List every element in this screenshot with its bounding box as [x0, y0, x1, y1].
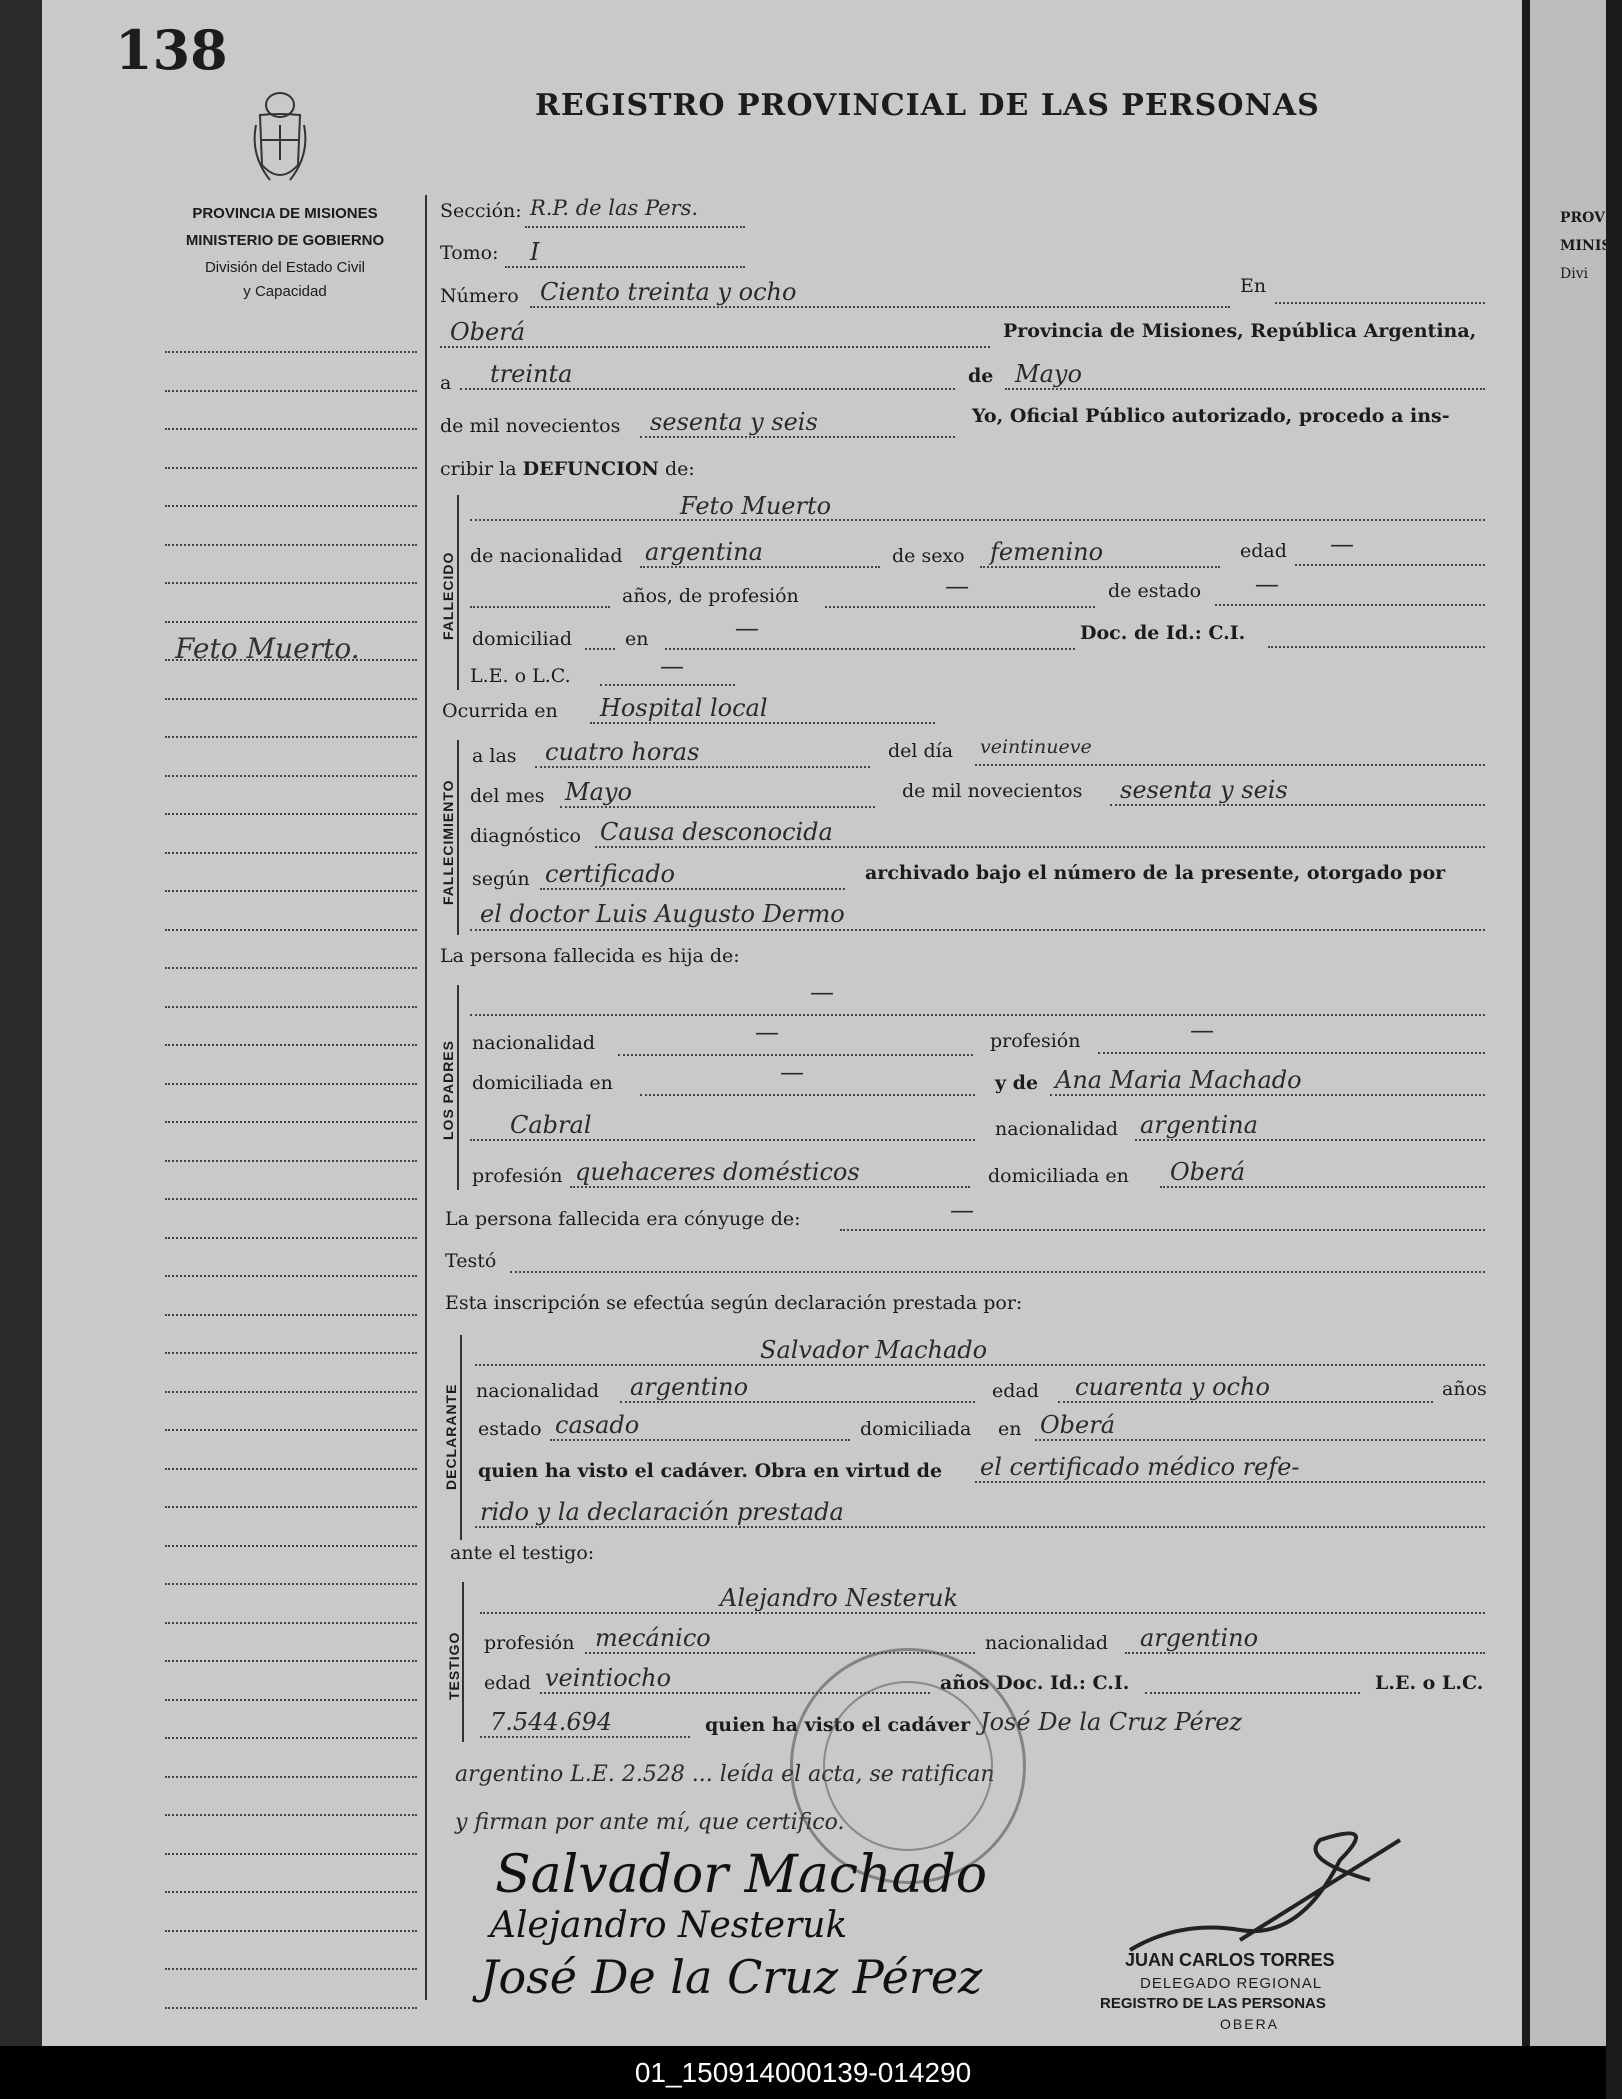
margin-rule-line: [165, 735, 417, 738]
signature-jose: José De la Cruz Pérez: [480, 1950, 983, 2004]
issuer-province: PROVINCIA DE MISIONES: [192, 205, 378, 222]
margin-rule-line: [165, 851, 417, 854]
fallecido-en-label: en: [625, 628, 649, 650]
coat-of-arms-icon: [250, 85, 310, 195]
padres-bracket: [457, 985, 465, 1190]
fallecido-bracket: [457, 495, 465, 690]
conyuge-label: La persona fallecida era cónyuge de:: [445, 1208, 801, 1230]
fallecido-doc-field: [1268, 622, 1485, 648]
padre-nac-field: [618, 1030, 973, 1056]
seccion-value: R.P. de las Pers.: [530, 196, 699, 220]
fallecimiento-mes-label: del mes: [470, 785, 545, 807]
margin-rule-line: [165, 1967, 417, 1970]
fallecido-nac-label: de nacionalidad: [470, 545, 623, 567]
conyuge-field: [840, 1205, 1485, 1231]
padre-prof-value: —: [1190, 1016, 1214, 1044]
margin-rule-line: [165, 1428, 417, 1431]
margin-rule-line: [165, 543, 417, 546]
inscribir-defuncion: DEFUNCION: [522, 458, 659, 480]
margin-rule-line: [165, 966, 417, 969]
fallecido-name: Feto Muerto: [680, 492, 832, 520]
margin-rule-line: [165, 1505, 417, 1508]
declarante-name-value: Salvador Machado: [760, 1336, 988, 1364]
margin-rule-line: [165, 928, 417, 931]
testigo-prof-value: mecánico: [595, 1624, 711, 1652]
page-number: 138: [115, 18, 228, 82]
testigo-le-label: L.E. o L.C.: [1375, 1672, 1484, 1694]
issuer-division: División del Estado Civil: [204, 259, 366, 276]
fallecimiento-dia-value: veintinueve: [980, 736, 1092, 758]
madre-dom-label: domiciliada en: [988, 1165, 1129, 1187]
fallecimiento-doctor-value: el doctor Luis Augusto Dermo: [480, 900, 845, 928]
testigo-edad-label: edad: [484, 1672, 531, 1694]
fallecido-anos-label: años, de profesión: [622, 585, 799, 607]
tomo-value: I: [530, 238, 540, 266]
testigo-nac-label: nacionalidad: [985, 1632, 1109, 1654]
margin-rule-line: [165, 889, 417, 892]
fallecido-sexo-label: de sexo: [892, 545, 965, 567]
testigo-extra3: y firman por ante mí, que certifico.: [455, 1810, 845, 1835]
padre-dom-value: —: [780, 1058, 804, 1086]
fallecido-nac-value: argentina: [645, 538, 763, 566]
fallecimiento-dia-label: del día: [888, 740, 954, 762]
fallecimiento-diag-value: Causa desconocida: [600, 818, 833, 846]
margin-rule-line: [165, 504, 417, 507]
padre-nac-label: nacionalidad: [472, 1032, 596, 1054]
fallecido-doc-label: Doc. de Id.: C.I.: [1080, 622, 1246, 644]
declarante-edad-label: edad: [992, 1380, 1039, 1402]
margin-rule-line: [165, 2006, 417, 2009]
declarante-obra-value: el certificado médico refe-: [980, 1453, 1300, 1481]
fallecido-dom-field: [665, 624, 1075, 650]
margin-rule-line: [165, 466, 417, 469]
fallecimiento-year-value: sesenta y seis: [1120, 776, 1288, 804]
testigo-extra2: argentino L.E. 2.528 ... leída el acta, se ratifican: [455, 1762, 995, 1787]
fallecimiento-mes-value: Mayo: [565, 778, 632, 806]
fallecimiento-diag-label: diagnóstico: [470, 825, 581, 847]
declarante-anos-label: años: [1442, 1378, 1487, 1400]
fallecido-le-label: L.E. o L.C.: [470, 665, 571, 687]
margin-rule-line: [165, 1775, 417, 1778]
officer-title1: DELEGADO REGIONAL: [1140, 1975, 1323, 1992]
margin-rule-line: [165, 1390, 417, 1393]
testigo-edad-value: veintiocho: [545, 1664, 672, 1692]
margin-rule-line: [165, 1929, 417, 1932]
officer-name: JUAN CARLOS TORRES: [1125, 1950, 1335, 1970]
declarante-edad-value: cuarenta y ocho: [1075, 1373, 1270, 1401]
testo-field: [510, 1247, 1485, 1273]
margin-rule-line: [165, 1813, 417, 1816]
margin-rule-line: [165, 1274, 417, 1277]
declarante-nac-label: nacionalidad: [476, 1380, 600, 1402]
column-divider: [425, 195, 427, 2000]
adjacent-page-fragment: Divi: [1560, 266, 1589, 282]
declarante-dom-label: domiciliada: [860, 1418, 972, 1440]
madre-cont-value: Cabral: [510, 1111, 592, 1139]
padre-name-field: [470, 990, 1485, 1016]
margin-rule-line: [165, 1467, 417, 1470]
numero-label: Número: [440, 285, 519, 307]
numero-value: Ciento treinta y ocho: [540, 278, 797, 306]
declarante-intro: Esta inscripción se efectúa según declaración prestada por:: [445, 1292, 1023, 1314]
fallecido-section-label: FALLECIDO: [440, 551, 456, 640]
conyuge-value: —: [950, 1196, 974, 1224]
fallecimiento-milnov-label: de mil novecientos: [902, 780, 1083, 802]
signature-alejandro: Alejandro Nesteruk: [490, 1905, 848, 1946]
officer-city: OBERA: [1220, 2016, 1280, 2032]
declarante-cadaver-text: quien ha visto el cadáver. Obra en virtud de: [478, 1460, 943, 1482]
padre-dom-field: [640, 1070, 975, 1096]
issuer-ministry: MINISTERIO DE GOBIERNO: [185, 232, 385, 249]
book-spine: [0, 0, 42, 2046]
declarante-bracket: [460, 1335, 468, 1540]
madre-yde-label: y de: [995, 1072, 1039, 1094]
fallecimiento-segun-value: certificado: [545, 860, 676, 888]
inscribir-post: de:: [658, 458, 695, 480]
fallecido-sexo-value: femenino: [990, 538, 1104, 566]
margin-rule-line: [165, 389, 417, 392]
madre-nac-label: nacionalidad: [995, 1118, 1119, 1140]
fallecido-estado-label: de estado: [1108, 580, 1202, 602]
testigo-bracket: [462, 1582, 470, 1742]
officer-title2: REGISTRO DE LAS PERSONAS: [1100, 1995, 1326, 2012]
madre-prof-label: profesión: [472, 1165, 563, 1187]
testigo-name-field: [480, 1588, 1485, 1614]
en-label: En: [1240, 275, 1267, 297]
declarante-estado-value: casado: [555, 1411, 640, 1439]
testigo-cadaver-text: quien ha visto el cadáver: [705, 1714, 971, 1736]
month-value: Mayo: [1015, 360, 1082, 388]
testigo-doc-field: [1145, 1668, 1360, 1694]
fallecido-edad-field: [1295, 540, 1485, 566]
adjacent-page: [1530, 0, 1606, 2046]
fallecimiento-alas-label: a las: [472, 745, 517, 767]
margin-rule-line: [165, 1197, 417, 1200]
a-label: a: [440, 372, 452, 394]
margin-rule-line: [165, 1582, 417, 1585]
margin-rule-line: [165, 1313, 417, 1316]
adjacent-page-fragment: MINIST: [1560, 238, 1622, 254]
day-value: treinta: [490, 360, 573, 388]
declarante-estado-label: estado: [478, 1418, 542, 1440]
fallecido-edad-label: edad: [1240, 540, 1287, 562]
fallecido-anos-field: [470, 582, 610, 608]
madre-dom-value: Oberá: [1170, 1158, 1246, 1186]
oficial-text: Yo, Oficial Público autorizado, procedo a ins-: [972, 405, 1450, 427]
fallecido-dom-value: —: [735, 614, 759, 642]
fallecido-name-field: [470, 495, 1485, 521]
testigo-extra1: José De la Cruz Pérez: [980, 1708, 1243, 1736]
testigo-nac-value: argentino: [1140, 1624, 1259, 1652]
fallecido-prof-value: —: [945, 572, 969, 600]
padre-prof-field: [1098, 1028, 1485, 1054]
madre-name-value: Ana Maria Machado: [1055, 1066, 1302, 1094]
fallecimiento-bracket: [457, 740, 465, 935]
margin-rule-line: [165, 1082, 417, 1085]
city-value: Oberá: [450, 318, 526, 346]
margin-rule-line: [165, 812, 417, 815]
testigo-intro: ante el testigo:: [450, 1542, 595, 1564]
seccion-label: Sección:: [440, 200, 522, 222]
padres-section-label: LOS PADRES: [440, 1040, 456, 1140]
margin-note: Feto Muerto.: [175, 632, 360, 665]
adjacent-page-fragment: PROV: [1560, 210, 1605, 226]
madre-nac-value: argentina: [1140, 1111, 1258, 1139]
padre-dom-label: domiciliada en: [472, 1072, 613, 1094]
inscribir-text: [440, 458, 695, 480]
margin-rule-line: [165, 1736, 417, 1739]
margin-rule-line: [165, 1621, 417, 1624]
en-field: [1275, 278, 1485, 304]
margin-rule-line: [165, 350, 417, 353]
testigo-section-label: TESTIGO: [446, 1631, 462, 1700]
declarante-nac-value: argentino: [630, 1373, 749, 1401]
declarante-en-label: en: [998, 1418, 1022, 1440]
document-title: REGISTRO PROVINCIAL DE LAS PERSONAS: [535, 88, 1320, 123]
declarante-obra-cont: rido y la declaración prestada: [480, 1498, 844, 1526]
de-label: de: [968, 365, 994, 387]
padre-prof-label: profesión: [990, 1030, 1081, 1052]
fallecimiento-section-label: FALLECIMIENTO: [440, 779, 456, 905]
signature-salvador: Salvador Machado: [495, 1845, 988, 1905]
tomo-field: [505, 242, 745, 268]
margin-rule-line: [165, 1005, 417, 1008]
tomo-label: Tomo:: [440, 242, 499, 264]
testigo-doc-label: años Doc. Id.: C.I.: [940, 1672, 1130, 1694]
margin-rule-line: [165, 620, 417, 623]
fallecido-le-value: —: [660, 652, 684, 680]
testo-label: Testó: [445, 1250, 497, 1272]
fallecimiento-archivado-text: archivado bajo el número de la presente, otorgado por: [865, 862, 1446, 884]
margin-rule-line: [165, 697, 417, 700]
padre-name-value: —: [810, 978, 834, 1006]
testigo-prof-label: profesión: [484, 1632, 575, 1654]
milnov-label: de mil novecientos: [440, 415, 621, 437]
margin-rule-line: [165, 774, 417, 777]
fallecimiento-hora-value: cuatro horas: [545, 738, 700, 766]
padres-intro: La persona fallecida es hija de:: [440, 945, 740, 967]
margin-rule-line: [165, 1852, 417, 1855]
fallecido-dom-label: domiciliad: [472, 628, 573, 650]
provincia-text: Provincia de Misiones, República Argentina,: [1003, 320, 1477, 342]
margin-rule-line: [165, 1351, 417, 1354]
year-value: sesenta y seis: [650, 408, 818, 436]
officer-signature-icon: [1120, 1800, 1420, 1960]
fallecido-estado-value: —: [1255, 570, 1279, 598]
testigo-ci-value: 7.544.694: [490, 1708, 613, 1736]
declarante-dom-value: Oberá: [1040, 1411, 1116, 1439]
margin-rule-line: [165, 427, 417, 430]
margin-rule-line: [165, 581, 417, 584]
inscribir-pre: cribir la: [440, 458, 523, 480]
testigo-name-value: Alejandro Nesteruk: [720, 1584, 959, 1612]
declarante-section-label: DECLARANTE: [443, 1383, 459, 1490]
margin-rule-line: [165, 1698, 417, 1701]
padre-nac-value: —: [755, 1018, 779, 1046]
fallecido-edad-value: —: [1330, 530, 1354, 558]
fallecido-dom-gap: [585, 624, 615, 650]
margin-rule-line: [165, 1043, 417, 1046]
margin-rule-line: [165, 1544, 417, 1547]
fallecimiento-segun-label: según: [472, 868, 530, 890]
madre-prof-value: quehaceres domésticos: [575, 1158, 860, 1186]
issuer-capacity: y Capacidad: [243, 283, 327, 300]
ocurrida-value: Hospital local: [600, 694, 768, 722]
margin-rule-line: [165, 1159, 417, 1162]
margin-rule-line: [165, 1236, 417, 1239]
margin-rule-line: [165, 1659, 417, 1662]
image-caption: 01_150914000139-014290: [0, 2046, 1606, 2099]
margin-rule-line: [165, 1120, 417, 1123]
margin-rule-line: [165, 1890, 417, 1893]
ocurrida-label: Ocurrida en: [442, 700, 558, 722]
